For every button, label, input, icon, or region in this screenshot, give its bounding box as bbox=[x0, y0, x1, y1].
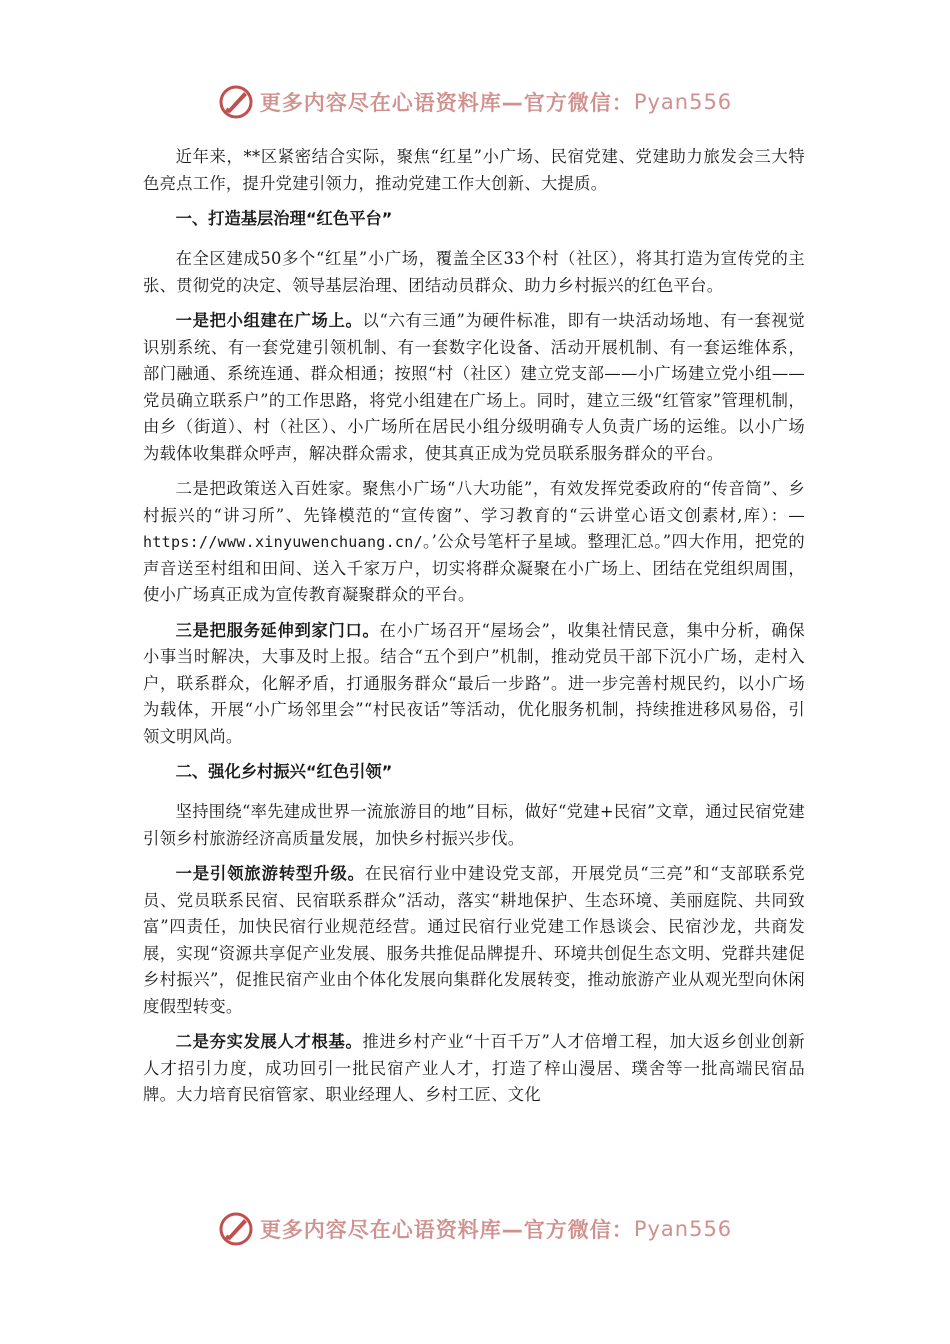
quill-logo-icon bbox=[218, 84, 254, 120]
intro-paragraph: 近年来，**区紧密结合实际，聚焦“红星”小广场、民宿党建、党建助力旅发会三大特色亮点工作，提升党建引领力，推动党建工作大创新、大提质。 bbox=[143, 147, 805, 193]
paragraph-7-body: 推进乡村产业“十百千万”人才倍增工程，加大返乡创业创新人才招引力度，成功回引一批民宿产业人才，打造了梓山漫居、璞舍等一批高端民宿品牌。大力培育民宿管家、职业经理人、乡村工匠、文化 bbox=[143, 1032, 805, 1104]
banner-wechat-id: Pyan556 bbox=[633, 90, 733, 114]
paragraph-3-url: https://www.xinyuwenchuang.cn/ bbox=[143, 533, 423, 551]
paragraph-3 bbox=[143, 476, 805, 609]
footer-banner bbox=[0, 1209, 950, 1249]
section-heading-1: 一、打造基层治理“红色平台” bbox=[175, 209, 393, 228]
paragraph-5: 坚持围绕“率先建成世界一流旅游目的地”目标，做好“党建+民宿”文章，通过民宿党建引领乡村旅游经济高质量发展，加快乡村振兴步伐。 bbox=[143, 802, 805, 848]
paragraph-6 bbox=[143, 861, 805, 1020]
paragraph-4-lead: 三是把服务延伸到家门口。 bbox=[175, 620, 380, 640]
paragraph-1: 在全区建成50多个“红星”小广场，覆盖全区33个村（社区），将其打造为宣传党的主张、贯彻党的决定、领导基层治理、团结动员群众、助力乡村振兴的红色平台。 bbox=[143, 249, 805, 295]
paragraph-3-part-b: 。’公众号笔杆子星域。整理汇总。”四大作用，把党的声音送至村组和田间、送入千家万户，切实将群众凝聚在小广场上、团结在党组织周围，使小广场真正成为宣传教育凝聚群众的平台。 bbox=[143, 532, 805, 604]
paragraph-6-body: 在民宿行业中建设党支部，开展党员“三亮”和“支部联系党员、党员联系民宿、民宿联系群众”活动，落实“耕地保护、生态环境、美丽庭院、共同致富”四责任，加快民宿行业规范经营。通过民宿行业党建工作恳谈会、民宿沙龙，共商发展，实现“资源共享促产业发展、服务共推促品牌提升、环境共创促生态文明、党群共建促乡村振兴”，促推民宿产业由个体化发展向集群化发展转变，推动旅游产业从观光型向休闲度假型转变。 bbox=[143, 864, 805, 1016]
paragraph-7 bbox=[143, 1029, 805, 1109]
document-body bbox=[143, 144, 805, 1118]
paragraph-4-body: 在小广场召开“屋场会”，收集社情民意，集中分析，确保小事当时解决，大事及时上报。结合“五个到户”机制，推动党员干部下沉小广场，走村入户，联系群众，化解矛盾，打通服务群众“最后一步路”。进一步完善村规民约，以小广场为载体，开展“小广场邻里会”“村民夜话”等活动，优化服务机制，持续推进移风易俗，引领文明风尚。 bbox=[143, 620, 805, 746]
header-banner bbox=[0, 82, 950, 122]
quill-logo-icon bbox=[218, 1211, 254, 1247]
paragraph-6-lead: 一是引领旅游转型升级。 bbox=[175, 864, 365, 883]
banner-text: 更多内容尽在心语资料库—官方微信： bbox=[259, 91, 634, 115]
paragraph-2-lead: 一是把小组建在广场上。 bbox=[175, 311, 363, 330]
paragraph-4 bbox=[143, 618, 805, 751]
paragraph-2 bbox=[143, 308, 805, 467]
paragraph-2-body: 以“六有三通”为硬件标准，即有一块活动场地、有一套视觉识别系统、有一套党建引领机制、有一套数字化设备、活动开展机制、有一套运维体系，部门融通、系统连通、群众相通；按照“村（社区）建立党支部——小广场建立党小组——党员确立联系户”的工作思路，将党小组建在广场上。同时，建立三级“红管家”管理机制，由乡（街道）、村（社区）、小广场所在居民小组分级明确专人负责广场的运维。以小广场为载体收集群众呼声，解决群众需求，使其真正成为党员联系服务群众的平台。 bbox=[143, 311, 805, 463]
paragraph-3-part-a: 二是把政策送入百姓家。聚焦小广场“八大功能”，有效发挥党委政府的“传音筒”、乡村振兴的“讲习所”、先锋模范的“宣传窗”、学习教育的“云讲堂心语文创素材,库）：— bbox=[143, 479, 805, 525]
banner-wechat-id: Pyan556 bbox=[633, 1217, 733, 1241]
paragraph-7-lead: 二是夯实发展人才根基。 bbox=[175, 1032, 363, 1051]
banner-text: 更多内容尽在心语资料库—官方微信： bbox=[259, 1218, 634, 1242]
section-heading-2: 二、强化乡村振兴“红色引领” bbox=[175, 762, 393, 781]
